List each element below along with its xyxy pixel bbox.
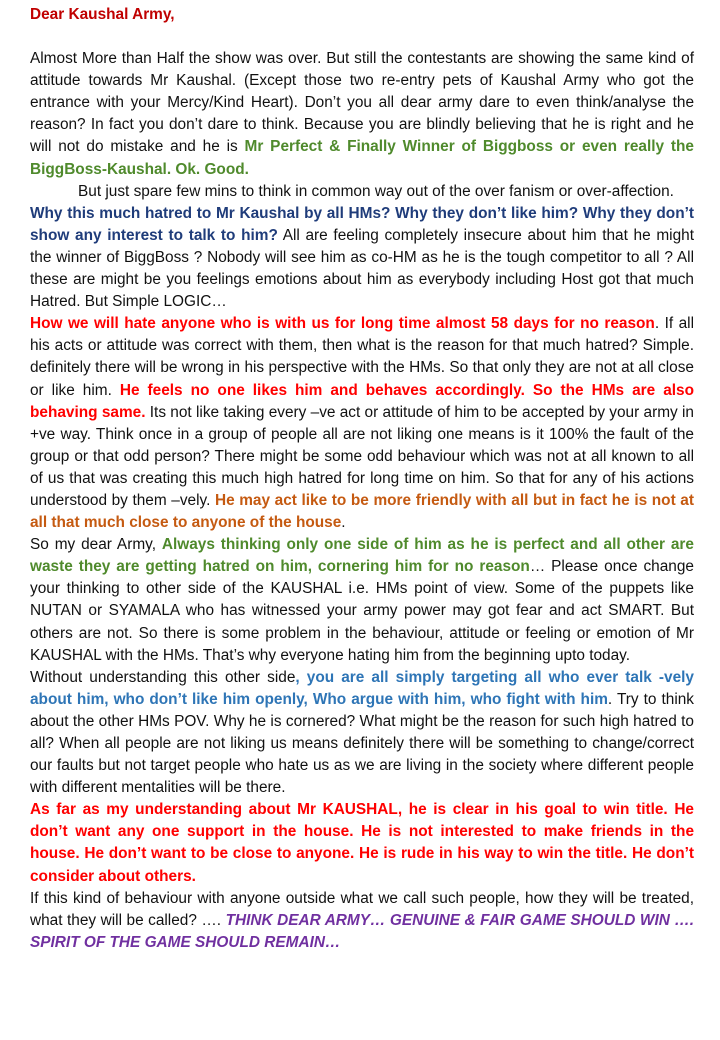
paragraph-7: As far as my understanding about Mr KAUSHAL, he is clear in his goal to win title. He don’t want any one support in the house. He is not interested to make friends in the house. He don’t want to be close to anyone. He is rude in his way to win the title. He don’t consider about others.	[30, 801, 694, 885]
p4-text-1: . If all his acts or attitude was correct with them, then what is the reason for that much hatred? Simple. definitely there will be wrong in his perspective with the HMs. So that only they are not at all close or like him.	[30, 315, 695, 399]
p1-highlight: Mr Perfect & Finally Winner of Biggboss or even really the BiggBoss-Kaushal. Ok. Good.	[30, 138, 694, 178]
paragraph-5	[30, 534, 694, 667]
p6-text-2: . Try to think about the other HMs POV. Why he is cornered? What might be the reason for such high hatred to all? When all people are not liking us means definitely there will be something to change/correct our faults but not target people who hate us as we are living in the society where different people with different mentalities will be there.	[30, 690, 694, 797]
p8-closing: THINK DEAR ARMY… GENUINE & FAIR GAME SHOULD WIN …. SPIRIT OF THE GAME SHOULD REMAIN…	[30, 911, 695, 951]
salutation: Dear Kaushal Army,	[30, 6, 175, 23]
paragraph-6	[30, 667, 694, 800]
paragraph-1	[30, 48, 694, 181]
p4-highlight-2: He feels no one likes him and behaves accordingly. So the HMs are also behaving same.	[30, 381, 694, 421]
p8-text: If this kind of behaviour with anyone outside what we call such people, how they will be treated, what they will be called? ….	[30, 889, 694, 929]
paragraph-2: But just spare few mins to think in common way out of the over fanism or over-affection.	[78, 182, 674, 200]
p5-text-1: So my dear Army,	[30, 536, 162, 554]
paragraph-3	[30, 203, 694, 313]
p5-highlight: Always thinking only one side of him as he is perfect and all other are waste they are getting hatred on him, cornering him for no reason	[30, 536, 694, 576]
p3-question: Why this much hatred to Mr Kaushal by all HMs? Why they don’t like him? Why they don’t show any interest to talk to him?	[30, 204, 694, 244]
p1-text: Almost More than Half the show was over. But still the contestants are showing the same kind of attitude towards Mr Kaushal. (Except those two re-entry pets of Kaushal Army who got the entrance with your Mercy/Kind Heart). Don’t you all dear army dare to even think/analyse the reason? In fact you don’t dare to think. Because you are blindly believing that he is right and he will not do mistake and he is	[30, 50, 694, 156]
p3-text: All are feeling completely insecure about him that he might the winner of BiggBoss ? Nobody will see him as co-HM as he is the tough competitor to all ? All these are might be you feelings emotions about him as everybody including Host got that much Hatred. But Simple LOGIC…	[30, 226, 694, 311]
p6-text-1: Without understanding this other side	[30, 668, 296, 686]
p4-highlight-1: How we will hate anyone who is with us for long time almost 58 days for no reason	[30, 315, 655, 333]
paragraph-4	[30, 313, 694, 534]
p4-text-3: .	[341, 514, 346, 532]
paragraph-8	[30, 888, 694, 954]
p4-text-2: Its not like taking every –ve act or attitude of him to be accepted by your army in +ve way. Think once in a group of people all are not liking one means is it 100% the fault of the group or that odd person? There might be some odd behaviour which was not at all known to all of us that was creating this much high hatred for long time on him. So that for any of his actions understood by them –vely.	[30, 403, 694, 509]
p6-highlight: , you are all simply targeting all who ever talk -vely about him, who don’t like him openly, Who argue with him, who fight with him	[30, 668, 694, 708]
p5-text-2: … Please once change your thinking to other side of the KAUSHAL i.e. HMs point of view. Some of the puppets like NUTAN or SYAMALA who has witnessed your army power may got fear and act SMART. But others are not. So there is some problem in the behaviour, attitude or feeling or emotion of Mr KAUSHAL with the HMs. That’s why everyone hating him from the beginning upto today.	[30, 558, 694, 664]
p4-highlight-3: He may act like to be more friendly with all but in fact he is not at all that much close to anyone of the house	[30, 491, 694, 532]
